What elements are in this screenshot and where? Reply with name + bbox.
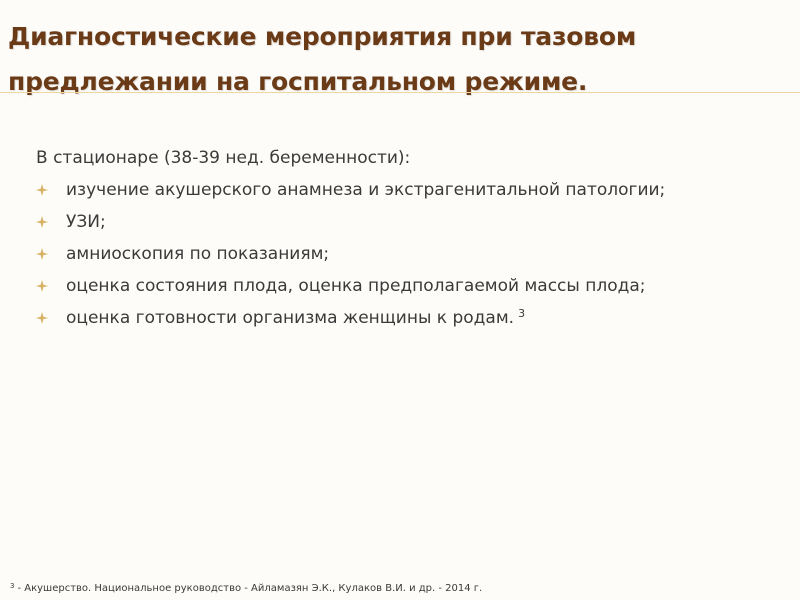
slide-title: Диагностические мероприятия при тазовом предлежании на госпитальном режиме.	[8, 22, 637, 96]
footnote	[10, 582, 482, 596]
footnote-mark: 3	[10, 582, 15, 590]
bullet-text: изучение акушерского анамнеза и экстрагенитальной патологии;	[66, 180, 666, 200]
four-point-star-bullet-icon	[36, 248, 48, 260]
bullet-item	[36, 270, 776, 302]
four-point-star-bullet-icon	[36, 280, 48, 292]
bullet-item	[36, 238, 776, 270]
slide-body	[36, 142, 776, 334]
bullet-text: оценка готовности организма женщины к родам.	[66, 308, 515, 328]
four-point-star-bullet-icon	[36, 312, 48, 324]
bullet-item	[36, 174, 776, 206]
four-point-star-bullet-icon	[36, 216, 48, 228]
title-divider	[0, 92, 800, 93]
bullet-text: УЗИ;	[66, 212, 106, 232]
bullet-item	[36, 206, 776, 238]
bullet-text: амниоскопия по показаниям;	[66, 244, 330, 264]
intro-text: В стационаре (38-39 нед. беременности):	[36, 148, 411, 168]
footnote-text: - Акушерство. Национальное руководство - Айламазян Э.К., Кулаков В.И. и др. - 2014 г.	[17, 583, 483, 594]
bullet-item	[36, 302, 776, 334]
footnote-reference: 3	[518, 307, 526, 320]
bullet-text: оценка состояния плода, оценка предполагаемой массы плода;	[66, 276, 646, 296]
four-point-star-bullet-icon	[36, 184, 48, 196]
